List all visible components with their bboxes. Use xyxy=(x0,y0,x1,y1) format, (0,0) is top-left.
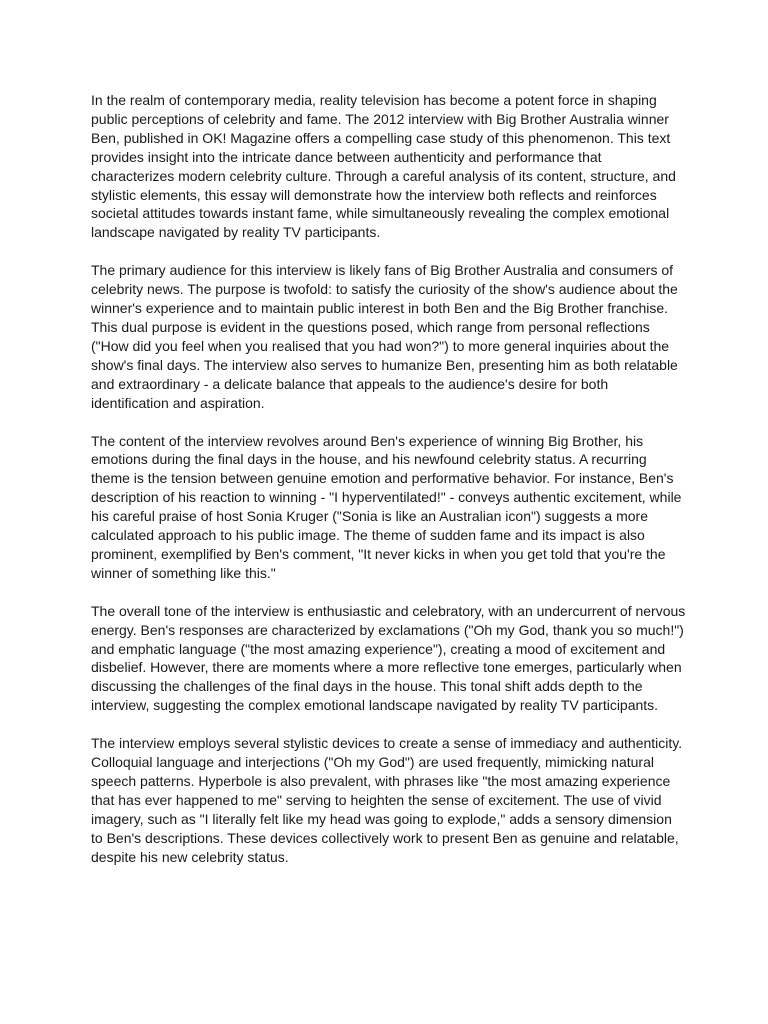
paragraph-introduction: In the realm of contemporary media, reality television has become a potent force in shaping public perceptions of celebrity and fame. The 2012 interview with Big Brother Australia winner Ben, published in OK! Magazine offers a compelling case study of this phenomenon. This text provides insight into the intricate dance between authenticity and performance that characterizes modern celebrity culture. Through a careful analysis of its content, structure, and stylistic elements, this essay will demonstrate how the interview both reflects and reinforces societal attitudes towards instant fame, while simultaneously revealing the complex emotional landscape navigated by reality TV participants. xyxy=(91,92,676,241)
essay-body xyxy=(91,91,687,886)
paragraph-audience-purpose: The primary audience for this interview is likely fans of Big Brother Australia and consumers of celebrity news. The purpose is twofold: to satisfy the curiosity of the show's audience about the winner's experience and to maintain public interest in both Ben and the Big Brother franchise. This dual purpose is evident in the questions posed, which range from personal reflections ("How did you feel when you realised that you had won?") to more general inquiries about the show's final days. The interview also serves to humanize Ben, presenting him as both relatable and extraordinary - a delicate balance that appeals to the audience's desire for both identification and aspiration. xyxy=(91,262,678,411)
paragraph-tone-mood: The overall tone of the interview is enthusiastic and celebratory, with an undercurrent of nervous energy. Ben's responses are characterized by exclamations ("Oh my God, thank you so much!") and emphatic language ("the most amazing experience"), creating a mood of excitement and disbelief. However, there are moments where a more reflective tone emerges, particularly when discussing the challenges of the final days in the house. This tonal shift adds depth to the interview, suggesting the complex emotional landscape navigated by reality TV participants. xyxy=(91,602,686,714)
paragraph-content-themes: The content of the interview revolves around Ben's experience of winning Big Brother, his emotions during the final days in the house, and his newfound celebrity status. A recurring theme is the tension between genuine emotion and performative behavior. For instance, Ben's description of his reaction to winning - "I hyperventilated!" - conveys authentic excitement, while his careful praise of host Sonia Kruger ("Sonia is like an Australian icon") suggests a more calculated approach to his public image. The theme of sudden fame and its impact is also prominent, exemplified by Ben's comment, "It never kicks in when you get told that you're the winner of something like this." xyxy=(91,432,682,581)
paragraph-stylistic-devices: The interview employs several stylistic devices to create a sense of immediacy and authenticity. Colloquial language and interjections ("Oh my God") are used frequently, mimicking natural speech patterns. Hyperbole is also prevalent, with phrases like "the most amazing experience that has ever happened to me" serving to heighten the sense of excitement. The use of vivid imagery, such as "I literally felt like my head was going to explode," adds a sensory dimension to Ben's descriptions. These devices collectively work to present Ben as genuine and relatable, despite his new celebrity status. xyxy=(91,735,683,865)
